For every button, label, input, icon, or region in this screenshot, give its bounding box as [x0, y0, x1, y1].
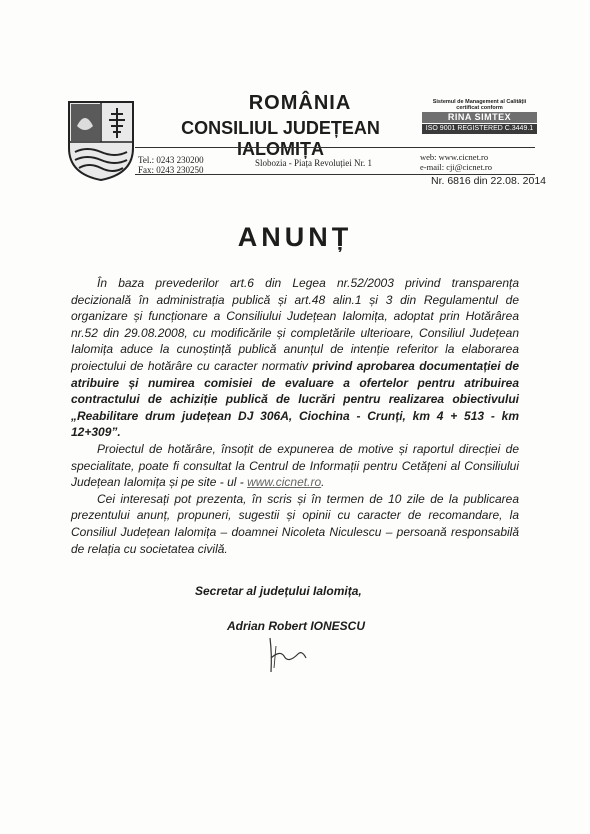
paragraph-1-bold: privind aprobarea documentației de atribuire și numirea comisiei de evaluare a ofertelor pentru atribuirea contractului de achiziție publică de lucrări pentru realizarea obiectivului „Reabilitare drum județean DJ 306A, Ciochina - Crunți, km 4 + 513 - km 12+309”.	[71, 358, 519, 440]
header-email: e-mail: cji@cicnet.ro	[420, 162, 493, 172]
paragraph-2-end: .	[321, 475, 325, 490]
announcement-body	[71, 275, 519, 557]
cert-line1: Sistemul de Management al Calității	[432, 99, 527, 105]
paragraph-1-text: În baza prevederilor art.6 din Legea nr.52/2003 privind transparența decizională în administrația publică și art.48 alin.1 și 3 din Regulamentul de organizare și funcționare a Consiliului Județean Ialomița, adoptat prin Hotărârea nr.52 din 29.08.2008, cu modificările și completările ulterioare, Consiliul Județean Ialomița aduce la cunoștință publică anunțul de intenție referitor la elaborarea proiectului de hotărâre cu caracter normativ	[71, 276, 519, 373]
header-fax: Fax: 0243 230250	[138, 165, 204, 175]
header-country: ROMÂNIA	[248, 92, 352, 114]
cert-brand: RINA SIMTEX	[422, 112, 537, 123]
paragraph-2	[71, 441, 519, 491]
handwritten-signature-icon	[262, 632, 312, 677]
signatory-title: Secretar al județului Ialomița,	[195, 584, 362, 598]
county-coat-of-arms-icon	[67, 100, 135, 182]
cert-iso: ISO 9001 REGISTERED C.3449.1	[422, 124, 537, 134]
cert-line2: certificat conform	[456, 105, 503, 111]
paragraph-1	[71, 275, 519, 441]
certification-badge	[422, 99, 537, 139]
header-web: web: www.cicnet.ro	[420, 152, 489, 162]
paragraph-3: Cei interesați pot prezenta, în scris și în termen de 10 zile de la publicarea prezentului anunț, propuneri, sugestii și opinii cu caracter de recomandare, la Consiliul Județean Ialomița – doamnei Nicoleta Niculescu – persoană responsabilă de relația cu societatea civilă.	[71, 491, 519, 556]
header-phone-fax	[138, 155, 204, 175]
header-contact-web	[420, 152, 492, 172]
document-title: ANUNȚ	[237, 222, 353, 252]
paragraph-2-text: Proiectul de hotărâre, însoțit de expunerea de motive și raportul direcției de specialitate, poate fi consultat la Centrul de Informații pentru Cetățeni al Consiliului Județean Ialomița și pe site - ul -	[71, 441, 519, 490]
header-council-name: CONSILIUL JUDEȚEAN IALOMIȚA	[181, 118, 380, 159]
signatory-name: Adrian Robert IONESCU	[227, 619, 366, 633]
registration-number: Nr. 6816 din 22.08. 2014	[431, 175, 547, 187]
header-address: Slobozia - Piața Revoluției Nr. 1	[255, 158, 372, 168]
website-link[interactable]: www.cicnet.ro	[247, 475, 322, 490]
header-divider-top	[135, 147, 535, 148]
header-tel: Tel.: 0243 230200	[138, 155, 204, 165]
